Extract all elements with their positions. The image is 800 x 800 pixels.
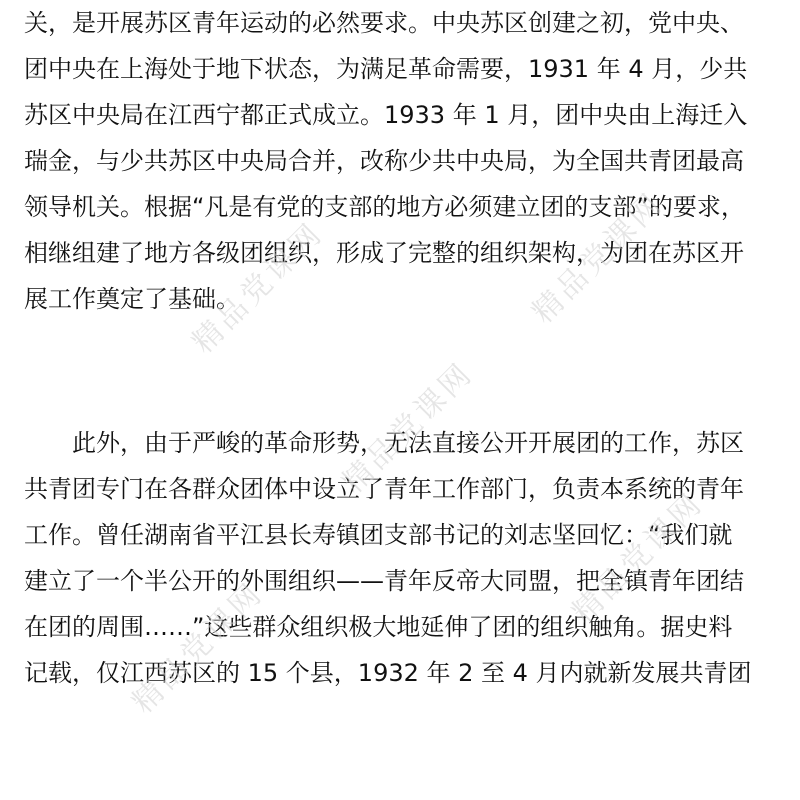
watermark-text: 精品党课网 xyxy=(185,215,331,361)
text-line: 瑞金，与少共苏区中央局合并，改称少共中央局，为全国共青团最高 xyxy=(24,147,744,175)
text-line: 展工作奠定了基础。 xyxy=(24,285,240,313)
watermark-text: 精品党课网 xyxy=(525,185,671,331)
paragraph-1 xyxy=(24,0,784,322)
text-line: 建立了一个半公开的外围组织——青年反帝大同盟，把全镇青年团结 xyxy=(24,567,744,595)
text-line: 此外，由于严峻的革命形势，无法直接公开开展团的工作，苏区 xyxy=(72,429,744,457)
watermark-text: 精品党课网 xyxy=(125,575,271,721)
text-line: 领导机关。根据“凡是有党的支部的地方必须建立团的支部”的要求， xyxy=(24,193,745,221)
watermark-text: 精品党课网 xyxy=(335,355,481,501)
text-line: 记载，仅江西苏区的 15 个县，1932 年 2 至 4 月内就新发展共青团 xyxy=(24,659,752,687)
text-line: 团中央在上海处于地下状态，为满足革命需要，1931 年 4 月，少共 xyxy=(24,55,748,83)
text-line: 共青团专门在各群众团体中设立了青年工作部门，负责本系统的青年 xyxy=(24,475,744,503)
text-line: 苏区中央局在江西宁都正式成立。1933 年 1 月，团中央由上海迁入 xyxy=(24,101,748,129)
text-line: 相继组建了地方各级团组织，形成了完整的组织架构，为团在苏区开 xyxy=(24,239,744,267)
text-line: 关，是开展苏区青年运动的必然要求。中央苏区创建之初，党中央、 xyxy=(24,9,744,37)
text-line: 工作。曾任湖南省平江县长寿镇团支部书记的刘志坚回忆：“我们就 xyxy=(24,521,733,549)
paragraph-2 xyxy=(24,420,784,696)
watermark-text: 精品党课网 xyxy=(565,485,711,631)
text-line: 在团的周围……”这些群众组织极大地延伸了团的组织触角。据史料 xyxy=(24,613,733,641)
